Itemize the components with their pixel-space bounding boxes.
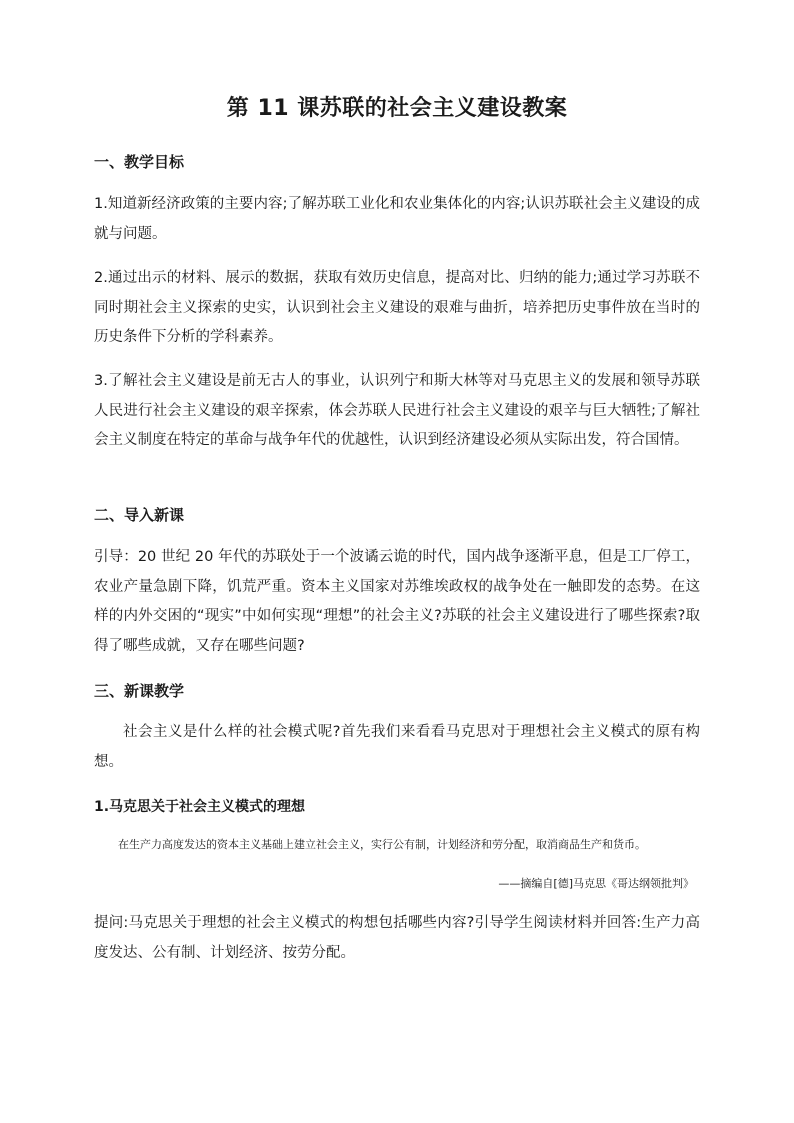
- subsection-heading-marx-ideal: 1.马克思关于社会主义模式的理想: [94, 799, 306, 815]
- paragraph-question: 提问:马克思关于理想的社会主义模式的构想包括哪些内容?引导学生阅读材料并回答:生产力高度发达、公有制、计划经济、按劳分配。: [94, 915, 700, 961]
- section-heading-introduction: 二、导入新课: [94, 506, 185, 524]
- quote-source: ——摘编自[德]马克思《哥达纲领批判》: [498, 877, 694, 890]
- section-heading-objectives: 一、教学目标: [94, 153, 185, 171]
- quote-marx: 在生产力高度发达的资本主义基础上建立社会主义，实行公有制，计划经济和劳分配，取消商品生产和货币。: [118, 838, 646, 851]
- paragraph-objective-1: 1.知道新经济政策的主要内容;了解苏联工业化和农业集体化的内容;认识苏联社会主义建设的成就与问题。: [94, 196, 700, 242]
- document-title: 第 11 课苏联的社会主义建设教案: [226, 96, 568, 121]
- paragraph-new-lesson-intro: 社会主义是什么样的社会模式呢?首先我们来看看马克思对于理想社会主义模式的原有构想。: [94, 724, 700, 770]
- paragraph-objective-3: 3.了解社会主义建设是前无古人的事业，认识列宁和斯大林等对马克思主义的发展和领导苏联人民进行社会主义建设的艰辛探索，体会苏联人民进行社会主义建设的艰辛与巨大牺牲;了解社会主义制度在特定的革命与战争年代的优越性，认识到经济建设必须从实际出发，符合国情。: [94, 373, 700, 448]
- paragraph-objective-2: 2.通过出示的材料、展示的数据，获取有效历史信息，提高对比、归纳的能力;通过学习苏联不同时期社会主义探索的史实，认识到社会主义建设的艰难与曲折，培养把历史事件放在当时的历史条件下分析的学科素养。: [94, 270, 700, 345]
- section-heading-new-lesson: 三、新课教学: [94, 682, 185, 700]
- paragraph-introduction: 引导：20 世纪 20 年代的苏联处于一个波谲云诡的时代，国内战争逐渐平息，但是工厂停工，农业产量急剧下降，饥荒严重。资本主义国家对苏维埃政权的战争处在一触即发的态势。在这样的内外交困的“现实”中如何实现“理想”的社会主义?苏联的社会主义建设进行了哪些探索?取得了哪些成就，又存在哪些问题?: [94, 549, 700, 654]
